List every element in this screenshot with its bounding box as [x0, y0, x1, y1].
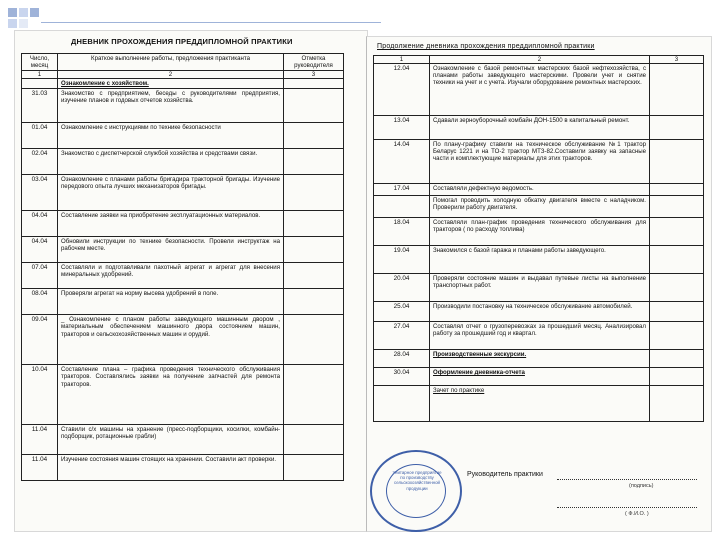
row-mark	[284, 263, 344, 289]
column-number-row	[22, 71, 344, 79]
row-text: Сдавали зерноуборочный комбайн ДОН-1500 в капитальный ремонт.	[430, 116, 650, 140]
row-date: 11.04	[22, 425, 58, 455]
row-text: Помогал проводить холодную обкатку двигателя вместе с наладчиком. Проверили работу двигателя.	[430, 196, 650, 218]
row-mark	[650, 184, 704, 196]
table-row	[374, 368, 704, 386]
table-row	[374, 196, 704, 218]
row-date: 02.04	[22, 149, 58, 175]
row-mark	[284, 211, 344, 237]
table-row	[374, 246, 704, 274]
stamp-text: Унитарное предприятие по производству сельскохозяйственной продукции	[392, 470, 442, 491]
row-date: 30.04	[374, 368, 430, 386]
row-mark	[650, 322, 704, 350]
row-mark	[284, 175, 344, 211]
diary-table-right	[373, 55, 704, 422]
table-row	[22, 289, 344, 315]
column-number: 2	[430, 56, 650, 64]
row-text: Производственные экскурсии.	[430, 350, 650, 368]
row-mark	[284, 79, 344, 89]
decorative-square	[19, 19, 28, 28]
diary-table-body	[374, 64, 704, 422]
row-mark	[650, 196, 704, 218]
column-number: 1	[374, 56, 430, 64]
row-mark	[284, 425, 344, 455]
decorative-square	[8, 8, 17, 17]
diary-table-body	[22, 79, 344, 481]
row-mark	[650, 350, 704, 368]
column-number: 2	[58, 71, 284, 79]
table-row	[22, 89, 344, 123]
row-date: 17.04	[374, 184, 430, 196]
row-text: Изучение состояния машин стоящих на хранении. Составили акт проверки.	[58, 455, 284, 481]
row-mark	[650, 116, 704, 140]
name-line	[557, 507, 697, 508]
row-text: Составление плана – графика проведения технического обслуживания тракторов. Составлялись заявки на получение запчастей для ремонта тракторов.	[58, 365, 284, 425]
row-mark	[284, 149, 344, 175]
diary-page-left	[14, 30, 368, 532]
table-row	[374, 64, 704, 116]
row-mark	[650, 246, 704, 274]
decorative-square	[30, 8, 39, 17]
column-header: Краткое выполнение работы, предложения практиканта	[58, 54, 284, 71]
table-row	[22, 455, 344, 481]
column-header: Отметка руководителя	[284, 54, 344, 71]
table-row	[22, 149, 344, 175]
row-date	[374, 386, 430, 422]
row-mark	[650, 386, 704, 422]
row-mark	[284, 123, 344, 149]
row-mark	[284, 89, 344, 123]
table-row	[22, 237, 344, 263]
row-text: Обновили инструкции по технике безопасности. Провели инструктаж на рабочем месте.	[58, 237, 284, 263]
row-text: Знакомился с базой гаража и планами работы заведующего.	[430, 246, 650, 274]
row-mark	[650, 302, 704, 322]
row-date	[22, 79, 58, 89]
row-text: Зачет по практике	[430, 386, 650, 422]
row-mark	[284, 289, 344, 315]
column-header: Число, месяц	[22, 54, 58, 71]
signature-label: Руководитель практики	[467, 471, 543, 478]
row-mark	[650, 274, 704, 302]
table-row	[22, 175, 344, 211]
row-text: Знакомство с предприятием, беседы с руководителями предприятия, изучение планов и годовых отчетов хозяйства.	[58, 89, 284, 123]
column-number-row	[374, 56, 704, 64]
table-row	[22, 263, 344, 289]
table-row	[22, 365, 344, 425]
row-mark	[284, 455, 344, 481]
row-date: 13.04	[374, 116, 430, 140]
table-row	[22, 315, 344, 365]
table-row	[22, 425, 344, 455]
row-text: Ознакомление с инструкциями по технике безопасности	[58, 123, 284, 149]
row-text: Оформление дневника-отчета	[430, 368, 650, 386]
row-date: 25.04	[374, 302, 430, 322]
table-row	[374, 140, 704, 184]
column-number: 1	[22, 71, 58, 79]
row-date: 04.04	[22, 237, 58, 263]
row-date: 19.04	[374, 246, 430, 274]
table-row	[22, 79, 344, 89]
row-date: 03.04	[22, 175, 58, 211]
table-row	[374, 322, 704, 350]
row-mark	[650, 64, 704, 116]
table-row	[374, 350, 704, 368]
official-stamp	[370, 450, 462, 532]
row-text: Проверяли агрегат на норму высева удобрений в поле.	[58, 289, 284, 315]
row-text: Составляли дефектную ведомость.	[430, 184, 650, 196]
decorative-square	[8, 19, 17, 28]
row-text: Ставили с/х машины на хранение (пресс-подборщики, косилки, комбайн-подборщик, ротационные грабли)	[58, 425, 284, 455]
table-row	[374, 302, 704, 322]
row-text: Ознакомление с хозяйством.	[58, 79, 284, 89]
row-text: Составлял отчет о грузоперевозках за прошедший месяц. Анализировал работу за прошедший год и квартал.	[430, 322, 650, 350]
row-text: Знакомство с диспетчерской службой хозяйства и средствами связи.	[58, 149, 284, 175]
table-row	[22, 211, 344, 237]
row-text: Проверяли состояние машин и выдавал путевые листы на выполнение транспортных работ.	[430, 274, 650, 302]
signature-line	[557, 479, 697, 480]
row-mark	[284, 237, 344, 263]
table-row	[374, 116, 704, 140]
row-mark	[650, 140, 704, 184]
column-number: 3	[650, 56, 704, 64]
diary-table-left	[21, 53, 344, 481]
row-mark	[650, 218, 704, 246]
row-text: Составление заявки на приобретение эксплуатационных материалов.	[58, 211, 284, 237]
row-date: 20.04	[374, 274, 430, 302]
row-date: 04.04	[22, 211, 58, 237]
row-date: 28.04	[374, 350, 430, 368]
table-row	[374, 218, 704, 246]
row-mark	[284, 365, 344, 425]
table-header-row	[22, 54, 344, 71]
row-text: _ Ознакомление с планом работы заведующего машинным двором , материальным обеспечением машинного двора состоянием машин, тракторов и сельскохозяйственных машин и орудий.	[58, 315, 284, 365]
decorative-square	[19, 8, 28, 17]
row-date: 07.04	[22, 263, 58, 289]
row-date: 01.04	[22, 123, 58, 149]
decorative-rule	[41, 22, 381, 23]
table-row	[374, 386, 704, 422]
row-date: 27.04	[374, 322, 430, 350]
table-row	[374, 274, 704, 302]
row-date: 09.04	[22, 315, 58, 365]
column-number: 3	[284, 71, 344, 79]
row-text: Ознакомление с планами работы бригадира тракторной бригады. Изучение передового опыта лучших механизаторов бригады.	[58, 175, 284, 211]
row-date: 08.04	[22, 289, 58, 315]
table-row	[374, 184, 704, 196]
signature-caption: (подпись)	[629, 483, 654, 489]
row-text: Ознакомление с базой ремонтных мастерских базой нефтехозяйства, с планами работы заведующего мастерскими. Провели учет и снятие техники на учет и с учета. Изучали оборудование ремонтных мастерских.	[430, 64, 650, 116]
row-date: 18.04	[374, 218, 430, 246]
page-title: ДНЕВНИК ПРОХОЖДЕНИЯ ПРЕДДИПЛОМНОЙ ПРАКТИКИ	[71, 37, 293, 46]
row-mark	[650, 368, 704, 386]
row-date: 11.04	[22, 455, 58, 481]
page-title: Продолжение дневника прохождения преддипломной практики	[377, 43, 595, 50]
row-date: 31.03	[22, 89, 58, 123]
row-text: Составляли и подготавливали пахотный агрегат и агрегат для внесения минеральных удобрений.	[58, 263, 284, 289]
row-date: 12.04	[374, 64, 430, 116]
row-text: Составляли план-график проведения технического обслуживания для тракторов ( по расходу топлива)	[430, 218, 650, 246]
name-caption: ( Ф.И.О. )	[625, 511, 649, 517]
table-row	[22, 123, 344, 149]
row-text: По плану-графику ставили на техническое обслуживание №1 трактор Беларус 1221 и на ТО-2 трактор МТЗ-82.Составили заявку на запасные части и комплектующие материалы для этих тракторов.	[430, 140, 650, 184]
row-mark	[284, 315, 344, 365]
row-text: Производили постановку на техническое обслуживание автомобилей.	[430, 302, 650, 322]
row-date: 14.04	[374, 140, 430, 184]
row-date	[374, 196, 430, 218]
row-date: 10.04	[22, 365, 58, 425]
